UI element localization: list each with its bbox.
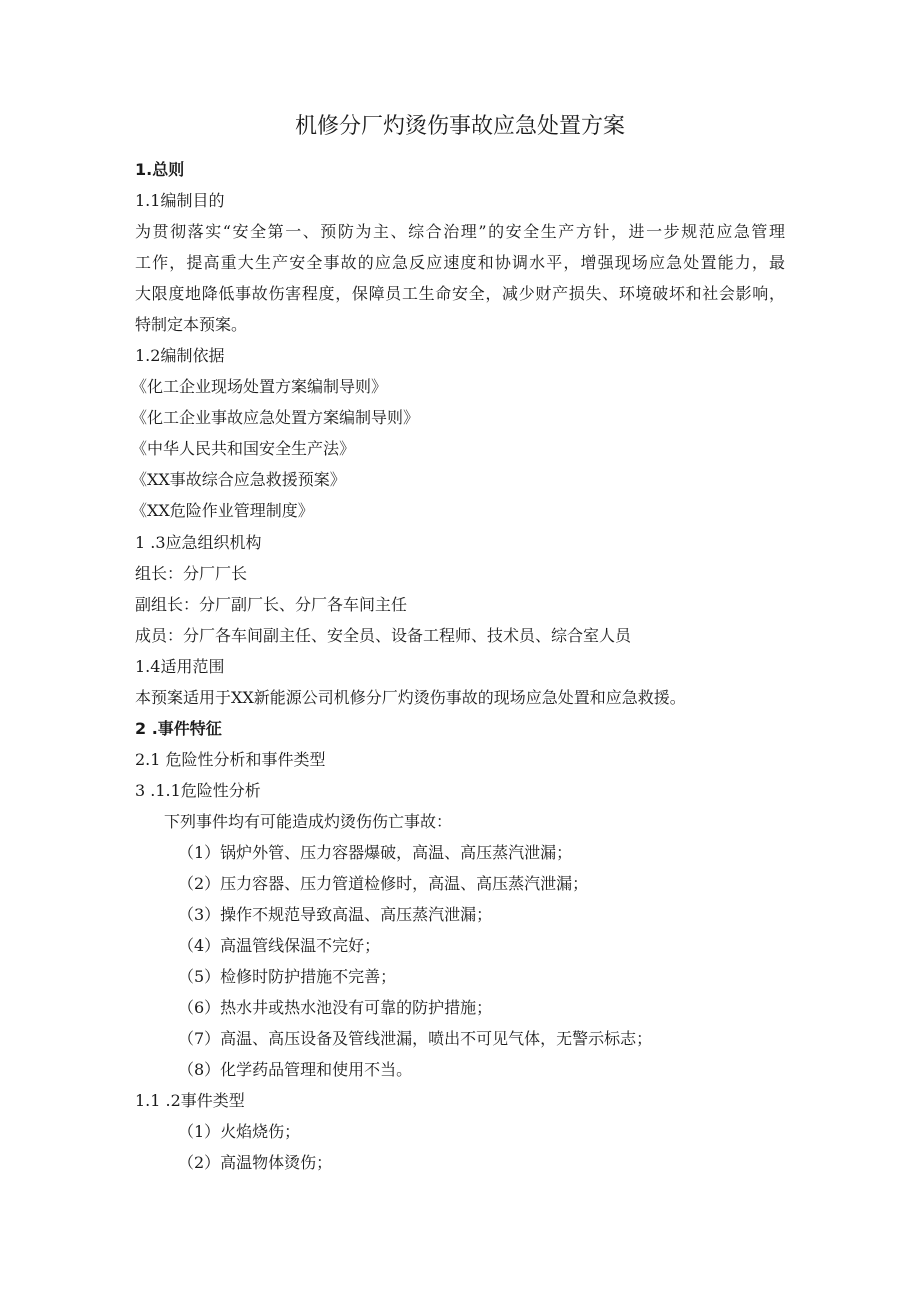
- reference-item: 《化工企业事故应急处置方案编制导则》: [131, 408, 420, 427]
- paragraph-line: 特制定本预案。: [135, 315, 248, 334]
- event-type-item: （1）火焰烧伤；: [178, 1122, 301, 1141]
- org-member-line: 副组长：分厂副厂长、分厂各车间主任: [135, 595, 408, 614]
- paragraph-line: 工作，提高重大生产安全事故的应急反应速度和协调水平，增强现场应急处置能力，最: [135, 253, 785, 272]
- section-heading-event-features: 2 .事件特征: [135, 719, 222, 738]
- paragraph-line: 为贯彻落实“安全第一、预防为主、综合治理”的安全生产方针，进一步规范应急管理: [135, 222, 785, 241]
- subsection-heading-event-types: 1.1 .2事件类型: [135, 1091, 245, 1110]
- subsection-heading-hazard-analysis: 3 .1.1危险性分析: [135, 781, 261, 800]
- hazard-item: （1）锅炉外管、压力容器爆破，高温、高压蒸汽泄漏；: [178, 843, 573, 862]
- reference-item: 《化工企业现场处置方案编制导则》: [131, 377, 388, 396]
- subsection-heading-scope: 1.4适用范围: [135, 657, 225, 676]
- hazard-item: （2）压力容器、压力管道检修时，高温、高压蒸汽泄漏；: [178, 874, 589, 893]
- subsection-heading-basis: 1.2编制依据: [135, 346, 225, 365]
- document-title: 机修分厂灼烫伤事故应急处置方案: [294, 114, 625, 139]
- event-type-item: （2）高温物体烫伤；: [178, 1153, 333, 1172]
- paragraph-line: 大限度地降低事故伤害程度，保障员工生命安全，减少财产损失、环境破坏和社会影响，: [135, 284, 785, 303]
- subsection-heading-organization: 1 .3应急组织机构: [135, 533, 262, 552]
- reference-item: 《中华人民共和国安全生产法》: [131, 439, 356, 458]
- hazard-item: （4）高温管线保温不完好；: [178, 936, 381, 955]
- reference-item: 《XX事故综合应急救援预案》: [131, 470, 346, 489]
- hazard-item: （8）化学药品管理和使用不当。: [178, 1060, 413, 1079]
- scope-text: 本预案适用于XX新能源公司机修分厂灼烫伤事故的现场应急处置和应急救援。: [135, 688, 686, 707]
- org-member-line: 成员：分厂各车间副主任、安全员、设备工程师、技术员、综合室人员: [135, 626, 632, 645]
- subsection-heading-purpose: 1.1编制目的: [135, 191, 225, 210]
- hazard-item: （5）检修时防护措施不完善；: [178, 967, 397, 986]
- hazard-item: （6）热水井或热水池没有可靠的防护措施；: [178, 998, 493, 1017]
- hazard-item: （3）操作不规范导致高温、高压蒸汽泄漏；: [178, 905, 493, 924]
- hazard-intro: 下列事件均有可能造成灼烫伤伤亡事故：: [164, 812, 453, 831]
- reference-item: 《XX危险作业管理制度》: [131, 501, 314, 520]
- section-heading-general: 1.总则: [135, 160, 185, 179]
- hazard-item: （7）高温、高压设备及管线泄漏，喷出不可见气体，无警示标志；: [178, 1029, 653, 1048]
- subsection-heading-hazard-types: 2.1 危险性分析和事件类型: [135, 750, 326, 769]
- org-member-line: 组长：分厂厂长: [135, 564, 248, 583]
